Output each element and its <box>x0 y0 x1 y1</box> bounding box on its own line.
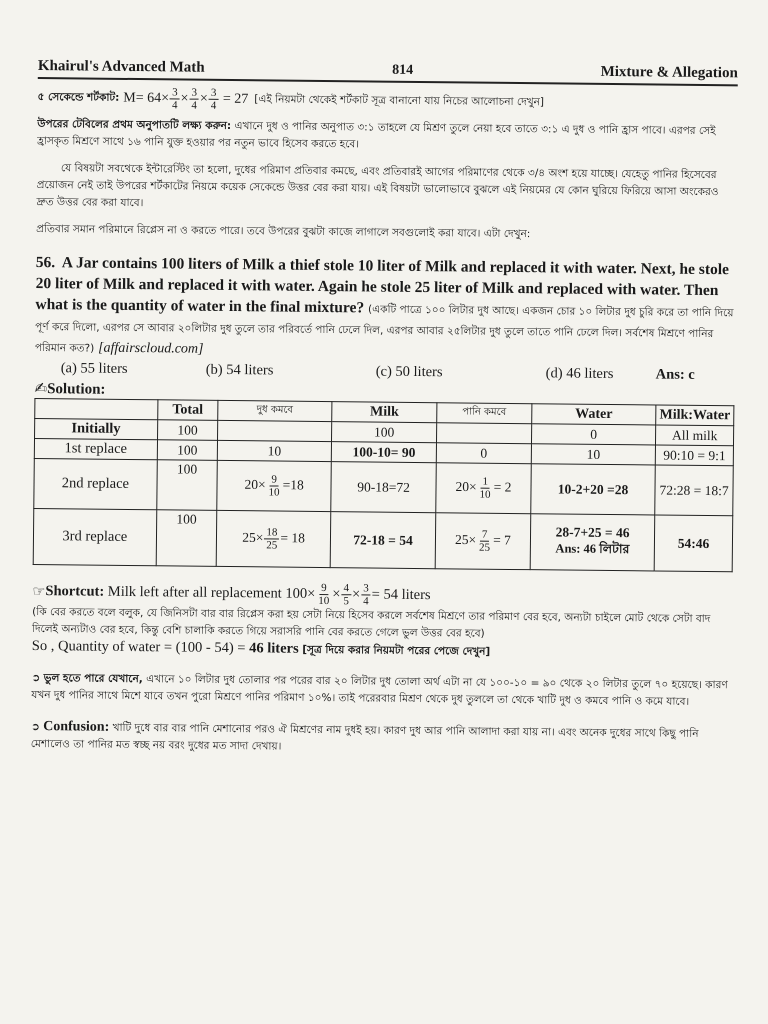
page-number: 814 <box>392 62 414 78</box>
table-row <box>34 458 733 515</box>
mistake-section <box>31 670 731 711</box>
fraction: $\frac{3}{4}$ <box>210 86 217 112</box>
cell-milk-less <box>218 420 332 441</box>
shortcut-section: ☞ Shortcut: Milk left after all replacement 100× $\frac{9}{10}$ × $\frac{4}{5}$ × $\frac{3}{4}$ = 54 liters <box>32 581 431 608</box>
textbook-page <box>31 58 738 760</box>
shortcut-intro <box>37 85 737 117</box>
cell-water-less: 20× $\frac{1}{10}$ = 2 <box>436 463 531 514</box>
cell-milk: 72-18 = 54 <box>330 512 435 569</box>
confusion-section <box>31 718 731 760</box>
cell-water-less: 0 <box>436 443 531 464</box>
cell-water <box>530 514 655 571</box>
table-header: Water <box>532 404 657 425</box>
table-header: Milk <box>332 402 437 423</box>
formula-prefix: M= 64× <box>123 90 170 107</box>
table-header: দুধ কমবে <box>218 400 332 421</box>
fraction: $\frac{3}{4}$ <box>363 582 369 608</box>
formula-result: = 27 <box>222 91 249 107</box>
arrow-icon: ➲ <box>30 720 40 734</box>
shortcut-label: Shortcut: <box>45 583 105 600</box>
cell-ratio: 72:28 = 18:7 <box>655 465 733 516</box>
table-header: Total <box>157 400 217 421</box>
book-title: Khairul's Advanced Math <box>37 58 205 76</box>
row-label: 3rd replace <box>33 508 156 565</box>
paragraph-1-text: এখানে দুধ ও পানির অনুপাত ৩:১ তাহলে যে মিশ্রণ তুলে নেয়া হবে তাতে ৩:১ এ দুধ ও পানি হ্রাস পাবে। এরপর সেই হ্রাসকৃত মিশ্রণে সাথে ১৬ পানি যুক্ত হওয়ার পর নতুন ভাবে হিসেব করতে হবে। <box>37 120 716 151</box>
water-final: 28-7+25 = 46 <box>555 523 630 540</box>
paragraph-1-bold: উপরের টেবিলের প্রথম অনুপাতটি লক্ষ্য করুন: <box>37 117 232 133</box>
option-a: (a) 55 liters <box>60 360 128 377</box>
cell-ratio: All milk <box>656 425 734 446</box>
fraction: $\frac{3}{4}$ <box>171 86 178 112</box>
table-header <box>35 398 158 419</box>
question-number: 56. <box>35 253 56 272</box>
cell-water: 10 <box>531 444 656 465</box>
shortcut-text: Milk left after all replacement 100× <box>107 583 316 602</box>
cell-ratio: 54:46 <box>654 515 732 572</box>
cell-ratio: 90:10 = 9:1 <box>656 445 734 466</box>
cell-milk: 100 <box>332 422 437 443</box>
shortcut-note: (কি বের করতে বলে বলুক, যে জিনিসটা বার বার রিপ্লেস করা হয় সেটা নিয়ে হিসেব করলে সর্বশেষ মিশ্রণে তার পরিমাণ বের হবে, অন্যটা চাইলে মোট থেকে সেটা বাদ দিলেই অন্যটাও বের হবে, কিন্তু বেশি চালাকি করতে গিয়ে সরাসরি পানি বের করতে গেলে ভুল উত্তর বের হবে) <box>31 605 711 640</box>
chapter-title: Mixture & Allegation <box>600 63 738 82</box>
confusion-label: Confusion: <box>43 719 110 735</box>
option-d: (d) 46 liters <box>545 365 614 383</box>
solution-label: Solution: <box>47 381 106 398</box>
row-label: 1st replace <box>34 438 157 459</box>
shortcut-formula: M= 64× $\frac{3}{4}$ × $\frac{3}{4}$ × $\frac{3}{4}$ = 27 <box>123 86 249 112</box>
cell-total: 100 <box>156 510 217 567</box>
so-text: So , Quantity of water = (100 - 54) = <box>31 637 246 657</box>
shortcut-note: [এই নিয়মটা থেকেই শর্টকাট সূত্র বানানো যায় নিচের আলোচনা দেখুন] <box>254 93 545 109</box>
question-source: [affairscloud.com] <box>98 340 204 357</box>
option-c: (c) 50 liters <box>375 363 443 381</box>
cell-total: 100 <box>157 440 217 461</box>
water-answer: Ans: 46 লিটার <box>555 540 630 556</box>
cell-milk: 100-10= 90 <box>331 442 436 463</box>
paragraph-3: প্রতিবার সমান পরিমানে রিপ্লেস না ও করতে পারে। তবে উপরের বুঝটা কাজে লাগালে সবগুলোই করা যাবে। এটা দেখুন: <box>36 222 531 241</box>
row-label: Initially <box>35 418 158 439</box>
pointing-hand-icon: ☞ <box>32 583 46 600</box>
table-header: পানি কমবে <box>437 403 532 424</box>
question-text: A Jar contains 100 liters of Milk a thief stole 10 liter of Milk and replaced it with water. Next, he stole 20 liter of Milk and replaced it with water. Again he stole 25 liter of Milk and replaced with water. Then what is the quantity of water in the final mixture? <box>35 254 730 317</box>
so-note: [সূত্র দিয়ে করার নিয়মটা পরের পেজে দেখুন] <box>302 643 491 658</box>
answer-key: Ans: c <box>655 366 695 383</box>
question-56 <box>35 252 736 365</box>
cell-water: 0 <box>531 424 656 445</box>
paragraph-2: যে বিষয়টা সবথেকে ইন্টারেস্টিং তা হলো, দুধের পরিমাণ প্রতিবার কমছে, এবং প্রতিবারই আগের পরিমাণের থেকে ৩/৪ অংশ হয়ে যাচ্ছে। যেহেতু পানির হিসেবের প্রয়োজন নেই তাই উপরের শর্টকাটের নিয়মে কয়েক সেকেন্ডে উত্তর বের করা যায়। এই বিষয়টা ভালোভাবে বুঝলে এই নিয়মের যে কোন ঘুরিয়ে ফিরিয়ে আসা অংকেরও দ্রুত উত্তর বের করা যাবে। <box>36 162 719 210</box>
cell-milk-less: 10 <box>217 440 331 461</box>
row-label: 2nd replace <box>34 458 157 509</box>
cell-milk-less: 25× $\frac{18}{25}$ = 18 <box>216 510 331 567</box>
cell-water-less: 25× $\frac{7}{25}$ = 7 <box>435 513 530 570</box>
fraction: $\frac{4}{5}$ <box>343 582 350 608</box>
paragraph-1 <box>37 116 737 157</box>
pencil-icon: ✍ <box>34 378 48 398</box>
shortcut-intro-label: ৫ সেকেন্ডে শর্টকাট: <box>37 90 120 104</box>
cell-water: 10-2+20 =28 <box>531 464 656 515</box>
arrow-icon: ➲ <box>31 671 41 685</box>
cell-milk-less: 20× $\frac{9}{10}$ =18 <box>217 460 332 511</box>
shortcut-result: = 54 liters <box>371 586 431 604</box>
question-bangla: (একটি পাত্রে ১০০ লিটার দুধ আছে। একজন চোর ১০ লিটার দুধ চুরি করে তা পানি দিয়ে পূর্ণ করে দিলো, এরপর সে আবার ২০লিটার দুধ তুলে তার পরিবর্তে পানি ঢেলে দিল, এরপর আবার ২৫লিটার দুধ তুলে তাতে পানি ঢেলে দিল। সর্বশেষ মিশ্রণে পানির পরিমান কত?) <box>34 303 734 355</box>
page-header <box>38 58 738 86</box>
fraction: $\frac{3}{4}$ <box>191 86 198 112</box>
so-result: 46 liters <box>249 640 299 657</box>
table-header: Milk:Water <box>656 405 734 426</box>
mistake-text: এখানে ১০ লিটার দুধ তোলার পর পরের বার ২০ লিটার দুধ তোলা অর্থ এটা না যে ১০০-১০ = ৯০ থেকে ২০ লিটার তুলে ৭০ হয়েছে। কারণ যখন দুধ পানির সাথে মিশে যাবে তখন পুরো মিশ্রণে পানির পরিমাণ ১০%। তাই পরেরবার মিশ্রণ থেকে দুধ তুললে তা থেকে খাটি দুধ ও কমবে পানি ও কমে যাবে। <box>31 673 728 708</box>
solution-table <box>33 398 735 572</box>
confusion-text: খাটি দুধে বার বার পানি মেশানোর পরও ঐ মিশ্রণের নাম দুধই হয়। কারণ দুধ আর পানি আলাদা করা যায় না। এবং অনেক দুধের সাথে কিছু পানি মেশালেও তা পানির মত স্বচ্ছ নয় বরং দুধের মত সাদা দেখায়। <box>30 721 699 753</box>
cell-total: 100 <box>157 460 218 511</box>
cell-milk: 90-18=72 <box>331 462 436 513</box>
cell-total: 100 <box>157 420 217 441</box>
fraction: $\frac{9}{10}$ <box>318 581 330 608</box>
cell-water-less <box>437 423 532 444</box>
mistake-label: ভুল হতে পারে যেখানে, <box>43 672 143 686</box>
option-b: (b) 54 liters <box>205 361 274 379</box>
table-row <box>33 508 733 571</box>
